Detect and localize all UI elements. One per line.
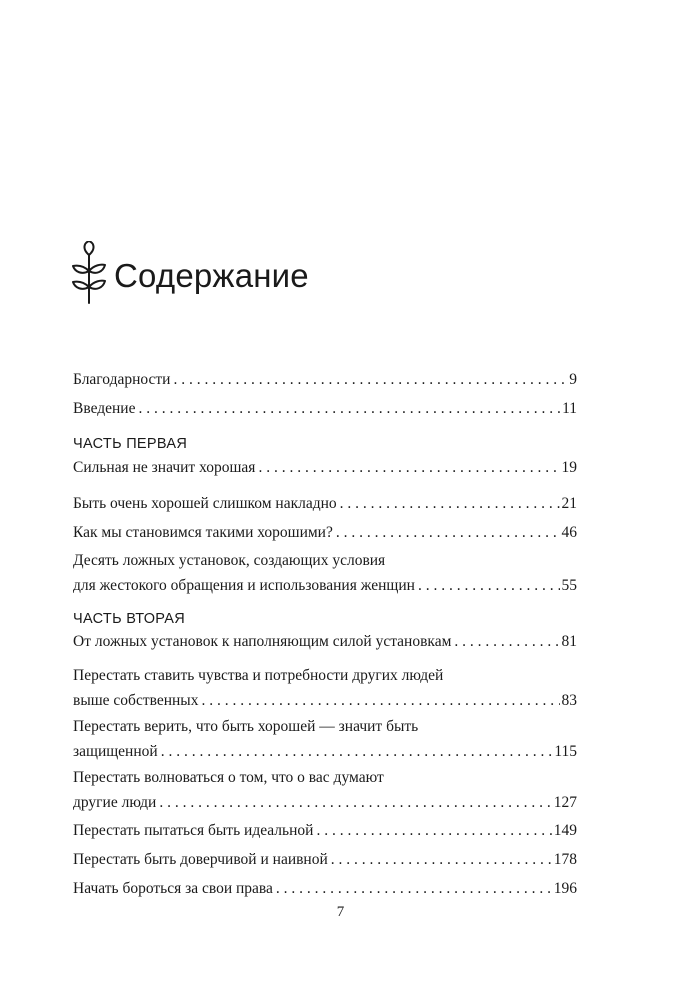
toc-entry[interactable]: [73, 739, 577, 764]
page-number: 7: [336, 904, 345, 920]
dot-leader: [159, 790, 551, 815]
dot-leader: [173, 367, 567, 392]
toc-entry[interactable]: [73, 790, 577, 815]
toc-entry-title-line1[interactable]: Перестать волноваться о том, что о вас думают: [73, 769, 384, 786]
toc-entry-title: Сильная не значит хорошая: [73, 459, 256, 476]
toc-entry[interactable]: [73, 520, 577, 545]
dot-leader: [331, 847, 552, 872]
dot-leader: [336, 520, 560, 545]
toc-entry-page: 9: [569, 371, 577, 388]
leaf-sprout-icon: [72, 241, 106, 305]
toc-entry-page: 178: [553, 851, 577, 868]
toc-entry[interactable]: [73, 876, 577, 901]
dot-leader: [340, 491, 560, 516]
toc-entry-title: Начать бороться за свои права: [73, 880, 273, 897]
dot-leader: [258, 455, 559, 480]
toc-entry-page: 127: [553, 794, 577, 811]
toc-entry-page: 55: [561, 577, 577, 594]
toc-entry[interactable]: [73, 491, 577, 516]
part-heading: ЧАСТЬ ПЕРВАЯ: [73, 436, 188, 452]
dot-leader: [418, 573, 560, 598]
dot-leader: [161, 739, 553, 764]
toc-entry-page: 11: [562, 400, 577, 417]
toc-entry-title: другие люди: [73, 794, 157, 811]
toc-entry[interactable]: [73, 629, 577, 654]
toc-entry-page: 83: [561, 692, 577, 709]
toc-entry[interactable]: [73, 367, 577, 392]
toc-entry-title: защищенной: [73, 743, 158, 760]
toc-entry-page: 81: [561, 633, 577, 650]
toc-entry-title-line1[interactable]: Десять ложных установок, создающих условия: [73, 552, 386, 569]
toc-entry-page: 196: [553, 880, 577, 897]
toc-entry[interactable]: [73, 818, 577, 843]
toc-entry-title: Как мы становимся такими хорошими?: [73, 524, 333, 541]
toc-entry[interactable]: [73, 688, 577, 713]
toc-entry-page: 46: [561, 524, 577, 541]
toc-entry-page: 115: [554, 743, 577, 760]
toc-entry-title: Перестать пытаться быть идеальной: [73, 822, 314, 839]
toc-entry-title-line1[interactable]: Перестать верить, что быть хорошей — значит быть: [73, 718, 419, 735]
dot-leader: [276, 876, 552, 901]
toc-entry-page: 149: [553, 822, 577, 839]
toc-entry-title: От ложных установок к наполняющим силой установкам: [73, 633, 452, 650]
toc-entry-page: 21: [561, 495, 577, 512]
dot-leader: [138, 396, 560, 421]
toc-entry-title: Перестать быть доверчивой и наивной: [73, 851, 328, 868]
dot-leader: [316, 818, 551, 843]
toc-entry-title: Введение: [73, 400, 136, 417]
part-heading: ЧАСТЬ ВТОРАЯ: [73, 611, 186, 627]
dot-leader: [454, 629, 559, 654]
toc-entry-title: Быть очень хорошей слишком накладно: [73, 495, 337, 512]
toc-entry-title: для жестокого обращения и использования женщин: [73, 577, 415, 594]
toc-entry-page: 19: [561, 459, 577, 476]
toc-entry[interactable]: [73, 455, 577, 480]
page-title: Содержание: [114, 257, 309, 294]
toc-entry-title: выше собственных: [73, 692, 199, 709]
toc-entry[interactable]: [73, 847, 577, 872]
toc-heading: [72, 238, 309, 308]
toc-entry[interactable]: [73, 396, 577, 421]
toc-entry-title-line1[interactable]: Перестать ставить чувства и потребности других людей: [73, 667, 444, 684]
dot-leader: [201, 688, 559, 713]
toc-entry[interactable]: [73, 573, 577, 598]
toc-entry-title: Благодарности: [73, 371, 171, 388]
